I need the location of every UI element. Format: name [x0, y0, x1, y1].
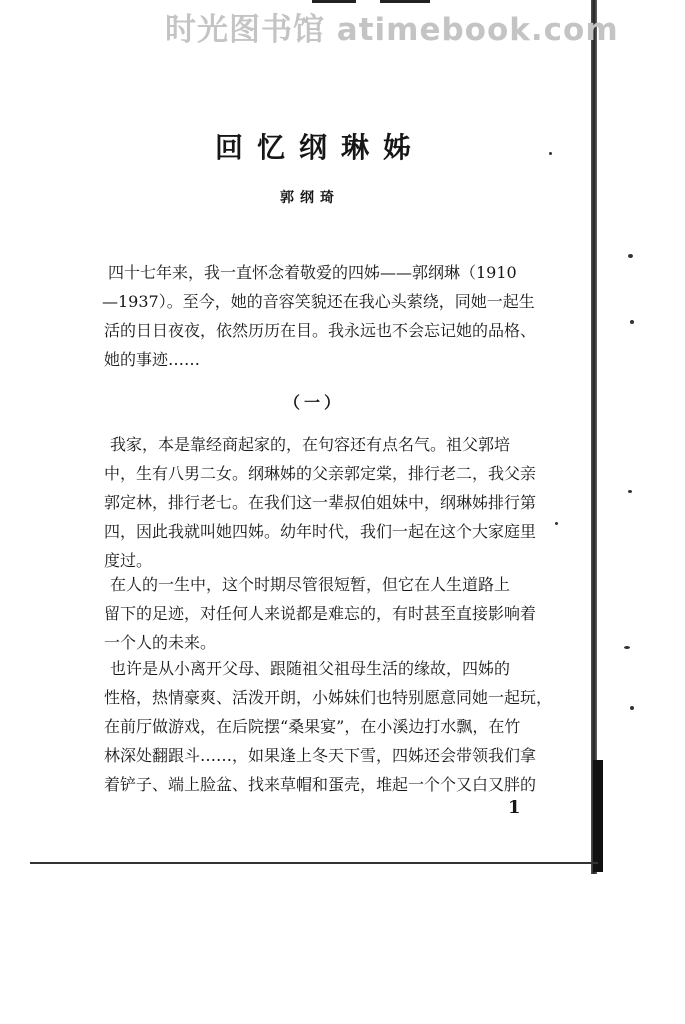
text-line: 郭定林，排行老七。在我们这一辈叔伯姐妹中，纲琳姊排行第 — [104, 493, 537, 512]
scan-speck — [624, 646, 630, 649]
page-binding-edge — [591, 0, 597, 874]
text-line: 中，生有八男二女。纲琳姊的父亲郭定棠，排行老二，我父亲 — [104, 464, 537, 483]
section-heading: （一） — [283, 393, 344, 412]
scan-top-rule-right — [380, 0, 430, 3]
text-line: 在人的一生中，这个时期尽管很短暂，但它在人生道路上 — [110, 575, 511, 594]
intro-paragraph — [104, 258, 558, 374]
scan-speck — [630, 320, 634, 324]
page-title: 回忆纲琳姊 — [214, 131, 425, 164]
text-line: 四，因此我就叫她四姊。幼年时代，我们一起在这个大家庭里 — [104, 522, 537, 541]
page-number: 1 — [508, 797, 521, 818]
text-line: —1937）。至今，她的音容笑貌还在我心头萦绕，同她一起生 — [102, 292, 535, 311]
body-paragraph — [104, 654, 558, 799]
watermark-text: 时光图书馆 atimebook.com — [165, 12, 619, 48]
scan-top-rule-left — [312, 0, 356, 3]
scan-speck — [549, 152, 552, 155]
text-line: 性格，热情豪爽、活泼开朗，小姊妹们也特别愿意同她一起玩， — [104, 688, 553, 707]
text-line: 我家，本是靠经商起家的，在句容还有点名气。祖父郭培 — [110, 435, 511, 454]
text-line: 留下的足迹，对任何人来说都是难忘的，有时甚至直接影响着 — [104, 604, 537, 623]
scan-speck — [628, 490, 632, 493]
text-line: 度过。 — [104, 551, 153, 570]
text-line: 四十七年来，我一直怀念着敬爱的四姊——郭纲琳（1910 — [108, 263, 517, 282]
page-binding-shadow — [593, 760, 603, 872]
text-line: 她的事迹…… — [104, 350, 201, 369]
body-paragraph — [104, 570, 558, 657]
text-line: 也许是从小离开父母、跟随祖父祖母生活的缘故，四姊的 — [110, 659, 511, 678]
text-line: 林深处翻跟斗……，如果逢上冬天下雪，四姊还会带领我们拿 — [104, 746, 537, 765]
scan-speck — [628, 254, 633, 258]
text-line: 在前厅做游戏，在后院摆“桑果宴”，在小溪边打水飘，在竹 — [104, 717, 521, 736]
text-line: 着铲子、端上脸盆、找来草帽和蛋壳，堆起一个个又白又胖的 — [104, 775, 537, 794]
text-line: 活的日日夜夜，依然历历在目。我永远也不会忘记她的品格、 — [104, 321, 537, 340]
page-bottom-edge — [30, 862, 598, 864]
scan-speck — [630, 706, 634, 710]
author-name: 郭纲琦 — [280, 190, 340, 206]
text-line: 一个人的未来。 — [104, 633, 217, 652]
body-paragraph — [104, 430, 558, 575]
